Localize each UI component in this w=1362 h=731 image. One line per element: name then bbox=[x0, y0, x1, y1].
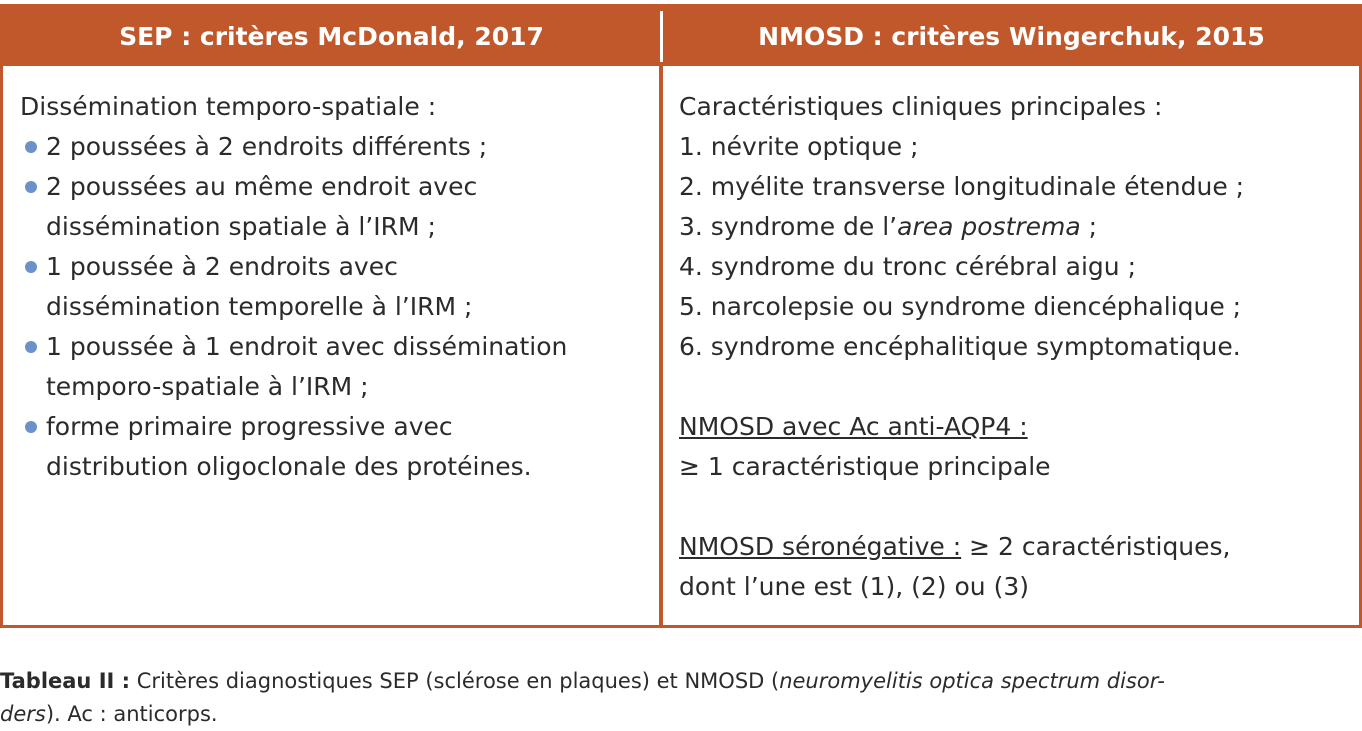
nmosd-cell bbox=[679, 87, 1349, 607]
bullet-icon bbox=[25, 421, 37, 433]
seronegative-line-2: dont l’une est (1), (2) ou (3) bbox=[679, 572, 1029, 601]
list-item-continuation: dissémination temporelle à l’IRM ; bbox=[46, 292, 473, 321]
header-sep: SEP : critères McDonald, 2017 bbox=[119, 22, 544, 51]
list-item: 3. syndrome de l’area postrema ; bbox=[679, 212, 1098, 241]
list-item: 1. névrite optique ; bbox=[679, 132, 919, 161]
list-item: 1 poussée à 2 endroits avec bbox=[20, 247, 650, 287]
list-item-continuation: distribution oligoclonale des protéines. bbox=[46, 452, 532, 481]
seronegative-line: NMOSD séronégative : ≥ 2 caractéristiques, bbox=[679, 532, 1231, 561]
criteria-table bbox=[0, 4, 1362, 628]
column-divider bbox=[659, 66, 663, 625]
list-item: 5. narcolepsie ou syndrome diencéphalique ; bbox=[679, 292, 1242, 321]
list-item: forme primaire progressive avec bbox=[20, 407, 650, 447]
list-item: 2. myélite transverse longitudinale étendue ; bbox=[679, 172, 1245, 201]
header-nmosd: NMOSD : critères Wingerchuk, 2015 bbox=[758, 22, 1265, 51]
list-item: 2 poussées au même endroit avec bbox=[20, 167, 650, 207]
seronegative-title: NMOSD séronégative : bbox=[679, 532, 962, 561]
header-divider bbox=[660, 11, 663, 62]
list-item: 2 poussées à 2 endroits différents ; bbox=[20, 127, 650, 167]
bullet-icon bbox=[25, 181, 37, 193]
nmosd-intro: Caractéristiques cliniques principales : bbox=[679, 92, 1163, 121]
list-item-continuation: temporo-spatiale à l’IRM ; bbox=[46, 372, 369, 401]
bullet-icon bbox=[25, 141, 37, 153]
table-caption: Tableau II : Critères diagnostiques SEP (sclérose en plaques) et NMOSD (neuromyelitis optica spectrum disor- ders). Ac : anticorps. bbox=[0, 669, 1165, 726]
sep-cell bbox=[20, 87, 650, 487]
bullet-icon bbox=[25, 341, 37, 353]
list-item: 4. syndrome du tronc cérébral aigu ; bbox=[679, 252, 1137, 281]
table-header bbox=[3, 7, 1359, 66]
bullet-icon bbox=[25, 261, 37, 273]
aqp4-positive-title: NMOSD avec Ac anti-AQP4 : bbox=[679, 412, 1028, 441]
caption-label: Tableau II : bbox=[0, 669, 131, 693]
aqp4-positive-text: ≥ 1 caractéristique principale bbox=[679, 452, 1051, 481]
sep-intro: Dissémination temporo-spatiale : bbox=[20, 92, 437, 121]
list-item-continuation: dissémination spatiale à l’IRM ; bbox=[46, 212, 436, 241]
list-item: 1 poussée à 1 endroit avec dissémination bbox=[20, 327, 650, 367]
list-item: 6. syndrome encéphalitique symptomatique. bbox=[679, 332, 1241, 361]
